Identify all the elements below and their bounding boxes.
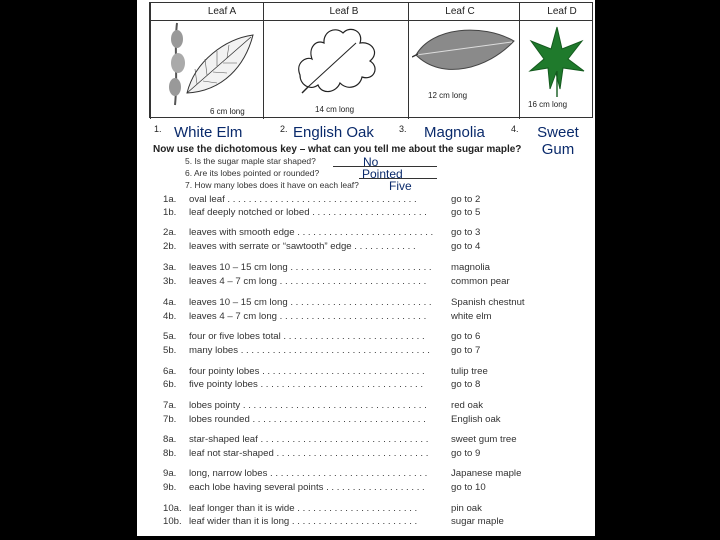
key-description: leaf wider than it is long . . . . . . . . . . . . . . . . . . . . . . . . (189, 516, 418, 527)
key-step: 1a. (163, 194, 177, 205)
key-result: go to 10 (451, 482, 486, 493)
key-row (163, 414, 501, 425)
answer-1-number: 1. (154, 124, 162, 134)
key-description: many lobes . . . . . . . . . . . . . . . . . . . . . . . . . . . . . . . . . . . . (189, 345, 430, 356)
key-step: 6b. (163, 379, 177, 390)
leaf-c-illustration (412, 21, 516, 87)
key-description: star-shaped leaf . . . . . . . . . . . . . . . . . . . . . . . . . . . . . . . . (189, 434, 429, 445)
key-result: Japanese maple (451, 468, 522, 479)
key-row (163, 297, 525, 308)
leaf-a-illustration (165, 21, 260, 107)
key-row (163, 311, 492, 322)
key-step: 4b. (163, 311, 177, 322)
key-step: 8a. (163, 434, 177, 445)
leaf-c-caption: 12 cm long (428, 91, 468, 100)
key-result: white elm (451, 311, 492, 322)
key-row (163, 262, 490, 273)
worksheet-page (137, 0, 595, 536)
question-7: 7. How many lobes does it have on each leaf? (185, 180, 359, 190)
answer-2-number: 2. (280, 124, 288, 134)
key-description: leaves with serrate or “sawtooth” edge . . . . . . . . . . . . (189, 241, 416, 252)
key-row (163, 379, 480, 390)
key-step: 2a. (163, 227, 177, 238)
key-step: 9a. (163, 468, 177, 479)
key-row (163, 448, 480, 459)
key-description: four pointy lobes . . . . . . . . . . . . . . . . . . . . . . . . . . . . . . . (189, 366, 425, 377)
leaf-a-header: Leaf A (207, 6, 237, 17)
key-row (163, 482, 486, 493)
key-result: go to 7 (451, 345, 481, 356)
question-7-answer: Five (389, 179, 412, 193)
key-step: 5a. (163, 331, 177, 342)
key-result: Spanish chestnut (451, 297, 525, 308)
key-result: go to 8 (451, 379, 481, 390)
key-description: leaves 10 – 15 cm long . . . . . . . . . . . . . . . . . . . . . . . . . . . (189, 262, 432, 273)
leaf-b-illustration (290, 23, 385, 101)
key-result: sweet gum tree (451, 434, 517, 445)
answer-4-text: Sweet Gum (537, 124, 579, 158)
key-row (163, 516, 504, 527)
key-step: 9b. (163, 482, 177, 493)
leaf-d-caption: 16 cm long (528, 100, 568, 109)
key-step: 10b. (163, 516, 182, 527)
key-result: tulip tree (451, 366, 488, 377)
leaf-table (149, 2, 593, 118)
key-step: 7b. (163, 414, 177, 425)
key-row (163, 345, 480, 356)
key-description: lobes rounded . . . . . . . . . . . . . . . . . . . . . . . . . . . . . . . . . (189, 414, 426, 425)
answer-4-number: 4. (511, 124, 519, 134)
key-row (163, 276, 510, 287)
key-result: go to 2 (451, 194, 481, 205)
leaf-b-header: Leaf B (329, 6, 359, 17)
key-step: 5b. (163, 345, 177, 356)
key-description: leaves 4 – 7 cm long . . . . . . . . . . . . . . . . . . . . . . . . . . . . (189, 311, 427, 322)
question-title: Now use the dichotomous key – what can you tell me about the sugar maple? (153, 144, 522, 155)
key-result: go to 5 (451, 207, 481, 218)
key-result: go to 3 (451, 227, 481, 238)
leaf-d-illustration (526, 23, 588, 97)
key-result: go to 9 (451, 448, 481, 459)
key-row (163, 331, 480, 342)
key-row (163, 366, 488, 377)
key-description: leaf not star-shaped . . . . . . . . . . . . . . . . . . . . . . . . . . . . . (189, 448, 429, 459)
key-result: go to 4 (451, 241, 481, 252)
key-row (163, 468, 521, 479)
question-5-answer: No (363, 155, 379, 169)
leaf-c-header: Leaf C (445, 6, 475, 17)
key-description: five pointy lobes . . . . . . . . . . . . . . . . . . . . . . . . . . . . . . . (189, 379, 424, 390)
answer-2-text: English Oak (293, 124, 374, 141)
key-result: magnolia (451, 262, 490, 273)
key-description: leaves with smooth edge . . . . . . . . . . . . . . . . . . . . . . . . . . (189, 227, 434, 238)
key-description: each lobe having several points . . . . . . . . . . . . . . . . . . . (189, 482, 425, 493)
key-description: long, narrow lobes . . . . . . . . . . . . . . . . . . . . . . . . . . . . . . (189, 468, 428, 479)
key-row (163, 434, 517, 445)
key-description: leaves 4 – 7 cm long . . . . . . . . . . . . . . . . . . . . . . . . . . . . (189, 276, 427, 287)
question-6-answer: Pointed (362, 167, 403, 181)
key-description: leaf deeply notched or lobed . . . . . . . . . . . . . . . . . . . . . . (189, 207, 427, 218)
key-row (163, 207, 480, 218)
key-result: sugar maple (451, 516, 504, 527)
key-description: oval leaf . . . . . . . . . . . . . . . . . . . . . . . . . . . . . . . . . . . . (189, 194, 417, 205)
key-step: 4a. (163, 297, 177, 308)
leaf-d-header: Leaf D (547, 6, 577, 17)
key-step: 1b. (163, 207, 177, 218)
question-5: 5. Is the sugar maple star shaped? (185, 156, 316, 166)
key-description: four or five lobes total . . . . . . . . . . . . . . . . . . . . . . . . . . . (189, 331, 425, 342)
key-result: common pear (451, 276, 510, 287)
key-description: leaf longer than it is wide . . . . . . . . . . . . . . . . . . . . . . . (189, 503, 418, 514)
key-row (163, 194, 480, 205)
key-step: 3b. (163, 276, 177, 287)
answer-3-text: Magnolia (424, 124, 485, 141)
key-step: 8b. (163, 448, 177, 459)
key-step: 3a. (163, 262, 177, 273)
key-row (163, 503, 482, 514)
leaf-a-caption: 6 cm long (210, 107, 245, 116)
key-step: 10a. (163, 503, 182, 514)
key-row (163, 400, 483, 411)
key-result: red oak (451, 400, 483, 411)
key-step: 6a. (163, 366, 177, 377)
key-description: lobes pointy . . . . . . . . . . . . . . . . . . . . . . . . . . . . . . . . . . . (189, 400, 427, 411)
answer-1-text: White Elm (174, 124, 243, 141)
key-row (163, 241, 480, 252)
question-6: 6. Are its lobes pointed or rounded? (185, 168, 320, 178)
key-result: pin oak (451, 503, 482, 514)
key-result: go to 6 (451, 331, 481, 342)
leaf-b-caption: 14 cm long (315, 105, 355, 114)
key-step: 2b. (163, 241, 177, 252)
key-result: English oak (451, 414, 501, 425)
answer-3-number: 3. (399, 124, 407, 134)
key-description: leaves 10 – 15 cm long . . . . . . . . . . . . . . . . . . . . . . . . . . . (189, 297, 432, 308)
key-row (163, 227, 480, 238)
key-step: 7a. (163, 400, 177, 411)
